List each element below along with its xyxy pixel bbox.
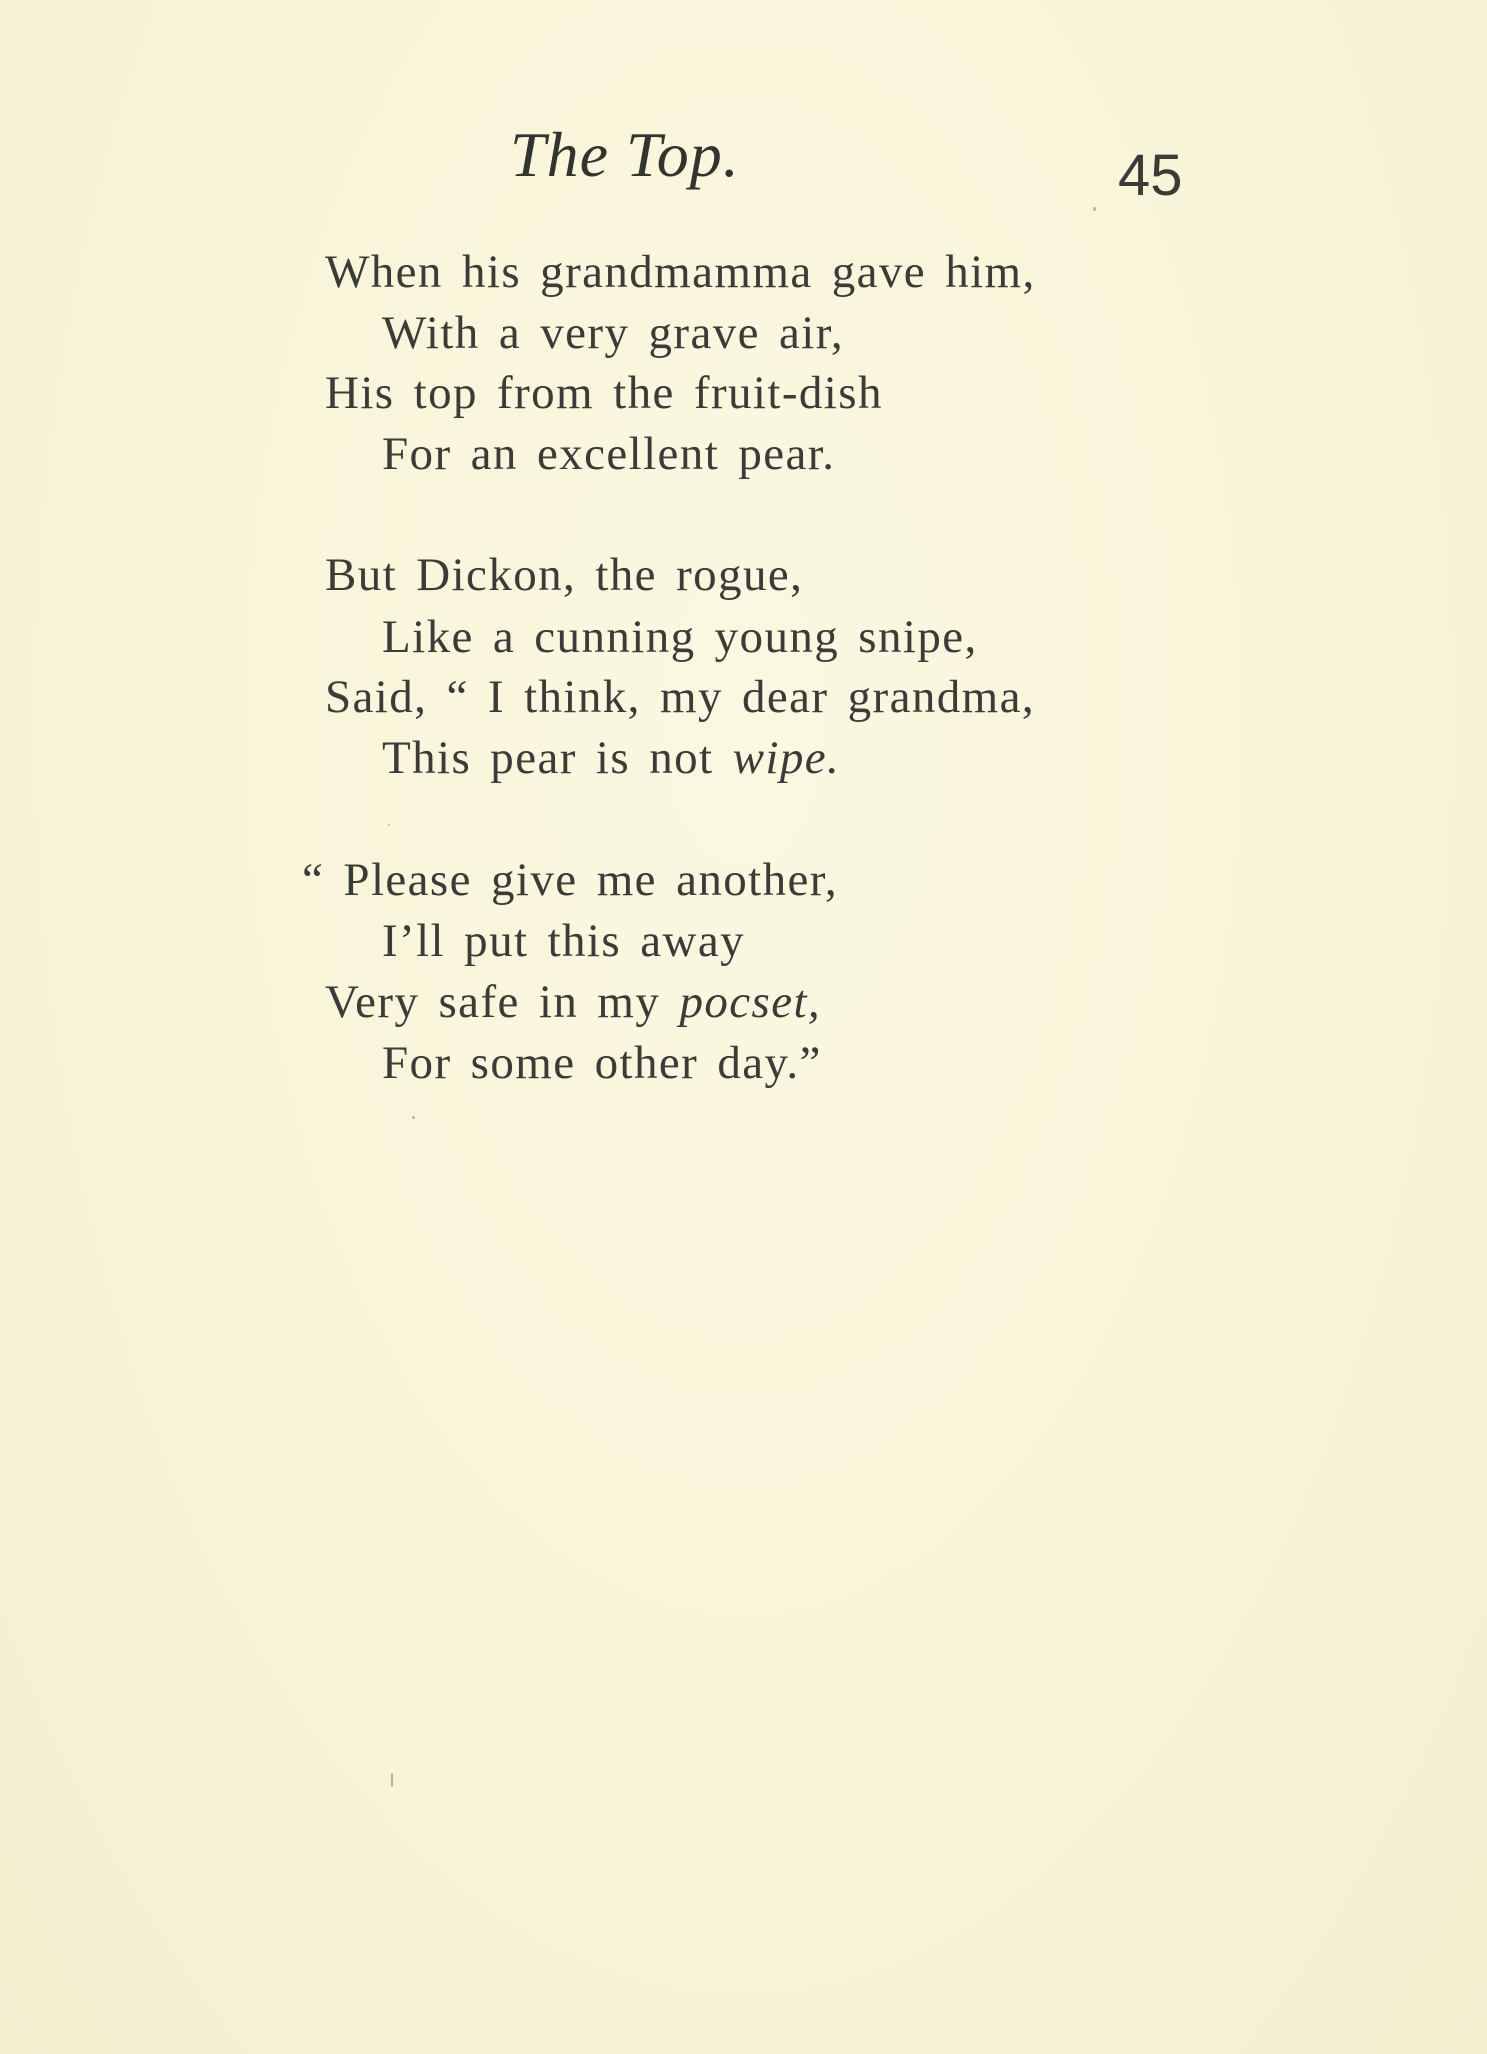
stanza2-line4-text: This pear is not: [382, 732, 733, 784]
paper-speck: [391, 1773, 393, 1787]
stanza1-line2: With a very grave air,: [382, 307, 845, 359]
stanza2-line2: Like a cunning young snipe,: [382, 611, 978, 663]
paper-speck: [388, 824, 390, 826]
stanza2-line3: Said, “ I think, my dear grandma,: [325, 671, 1035, 723]
stanza1-line1: When his grandmamma gave him,: [325, 246, 1036, 298]
stanza3-line2: I’ll put this away: [382, 915, 745, 967]
stanza1-line4: For an excellent pear.: [382, 428, 836, 480]
stanza3-line3: [325, 975, 821, 1029]
paper-speck: [412, 1116, 415, 1119]
page-number: 45: [1118, 143, 1183, 208]
stanza2-line4: [382, 731, 840, 785]
stanza1-line3: His top from the fruit-dish: [325, 367, 883, 419]
stanza3-line1: “ Please give me another,: [302, 854, 839, 906]
stanza3-line3-text: Very safe in my: [325, 976, 680, 1028]
stanza3-line4: For some other day.”: [382, 1037, 822, 1089]
running-title: The Top.: [510, 119, 740, 190]
stanza2-line1: But Dickon, the rogue,: [325, 549, 804, 601]
stanza2-line4-italic: wipe.: [732, 732, 841, 784]
paper-speck: [1093, 207, 1096, 211]
stanza3-line3-italic: pocset,: [679, 976, 822, 1028]
